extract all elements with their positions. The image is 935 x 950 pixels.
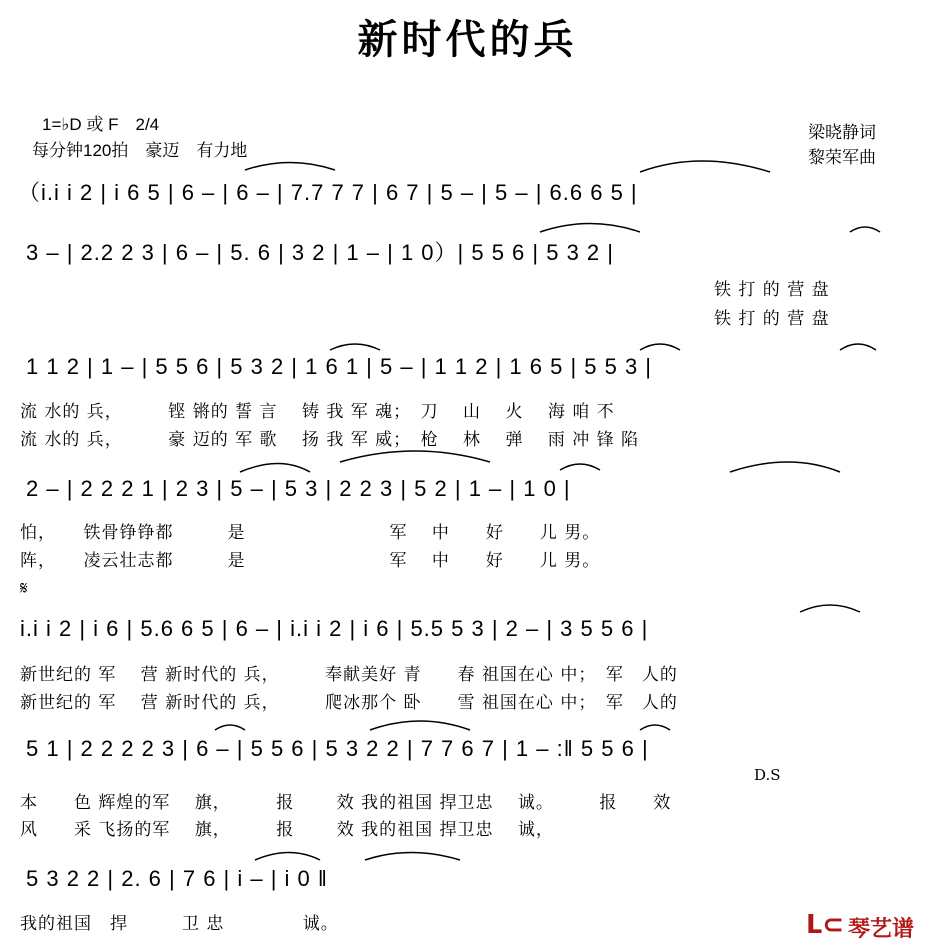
slur-arc (245, 163, 335, 171)
watermark-text: 琴艺谱 (848, 917, 915, 942)
page-title: 新时代的兵 (357, 16, 578, 63)
segno-sign: 𝄋 (20, 578, 28, 599)
tempo-marking: 每分钟120拍 豪迈 有力地 (32, 141, 248, 160)
score-row-4: 2 – | 2 2 2 1 | 2 3 | 5 – | 5 3 | 2 2 3 | 5 2 | 1 – | 1 0 | (26, 476, 571, 501)
slur-arc (365, 853, 460, 861)
slur-arc (240, 464, 310, 473)
score-row-2: 3 – | 2.2 2 3 | 6 – | 5. 6 | 3 2 | 1 – | 1 0）| 5 5 6 | 5 3 2 | (26, 240, 614, 265)
composer-credit: 黎荣军曲 (808, 148, 876, 168)
slur-arc (340, 451, 490, 462)
slur-arc (560, 464, 600, 470)
lyrics-row-6-verse-2: 风 采 飞扬的军 旗， 报 效 我的祖国 捍卫忠 诚， (20, 820, 554, 840)
watermark-logo-icon: ᒪ⊂ (806, 910, 845, 940)
lyrics-row-5-verse-2: 新世纪的 军 营 新时代的 兵， 爬冰那个 卧 雪 祖国在心 中； 军 人的 (20, 693, 678, 713)
lyrics-row-3-verse-1: 流 水的 兵， 铿 锵的 誓 言 铸 我 军 魂； 刀 山 火 海 咱 不 (20, 402, 615, 422)
lyrics-row-7-verse-1: 我的祖国 捍 卫 忠 诚。 (20, 914, 339, 934)
slur-arc (730, 462, 840, 472)
lyrics-row-4-verse-1: 怕， 铁骨铮铮都 是 军 中 好 儿 男。 (20, 523, 601, 543)
lyrics-row-6-verse-1: 本 色 辉煌的军 旗， 报 效 我的祖国 捍卫忠 诚。 报 效 (20, 793, 672, 813)
slur-arc (255, 853, 320, 861)
slur-arc (330, 344, 380, 350)
slur-arc (800, 605, 860, 612)
score-row-5: i.i i 2 | i 6 | 5.6 6 5 | 6 – | i.i i 2 | i 6 | 5.5 5 3 | 2 – | 3 5 5 6 | (20, 616, 649, 641)
lyrics-row-2-verse-1: 铁 打 的 营 盘 (714, 280, 830, 300)
lyrics-row-5-verse-1: 新世纪的 军 营 新时代的 兵， 奉献美好 青 春 祖国在心 中； 军 人的 (20, 665, 678, 685)
ds-marking: D.S (754, 766, 781, 784)
slur-arc (640, 725, 670, 730)
slur-arc (640, 344, 680, 350)
slur-arc (850, 227, 880, 232)
score-row-7: 5 3 2 2 | 2. 6 | 7 6 | i – | i 0 ‖ (26, 866, 328, 891)
slur-arc (370, 721, 470, 730)
score-row-1: （i.i i 2 | i 6 5 | 6 – | 6 – | 7.7 7 7 | 6 7 | 5 – | 5 – | 6.6 6 5 | (18, 180, 638, 205)
score-row-6: 5 1 | 2 2 2 2 3 | 6 – | 5 5 6 | 5 3 2 2 | 7 7 6 7 | 1 – :‖ 5 5 6 | (26, 736, 649, 761)
lyrics-row-3-verse-2: 流 水的 兵， 豪 迈的 军 歌 扬 我 军 威； 枪 林 弹 雨 冲 锋 陷 (20, 430, 640, 450)
slur-arc (640, 161, 770, 172)
key-signature: 1=♭D 或 F 2/4 (42, 115, 160, 134)
score-row-3: 1 1 2 | 1 – | 5 5 6 | 5 3 2 | 1 6 1 | 5 – | 1 1 2 | 1 6 5 | 5 5 3 | (26, 354, 653, 379)
lyrics-row-2-verse-2: 铁 打 的 营 盘 (714, 309, 830, 329)
lyricist-credit: 梁晓静词 (808, 123, 876, 143)
slur-arc (215, 725, 245, 730)
slur-arc (540, 224, 640, 233)
slur-arc (840, 344, 876, 350)
lyrics-row-4-verse-2: 阵， 凌云壮志都 是 军 中 好 儿 男。 (20, 551, 601, 571)
